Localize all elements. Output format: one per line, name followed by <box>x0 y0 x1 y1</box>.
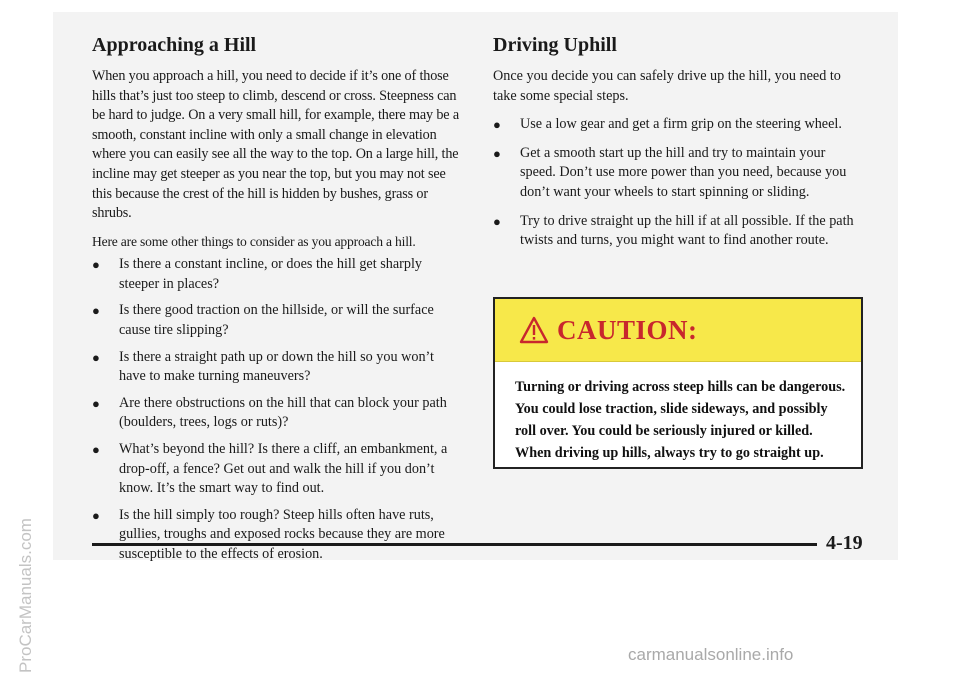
list-item <box>92 301 464 340</box>
list-item-text: Is there a constant incline, or does the hill get sharply steeper in places? <box>119 256 422 292</box>
left-bullet-list <box>92 255 464 564</box>
left-lead-sentence: Here are some other things to consider as you approach a hill. <box>92 233 416 249</box>
bullet-icon: ● <box>493 117 501 133</box>
list-item <box>493 115 863 135</box>
left-column <box>92 34 464 571</box>
side-watermark: ProCarManuals.com <box>16 518 35 673</box>
list-item-text: Is there good traction on the hillside, or will the surface cause tire slipping? <box>119 302 434 338</box>
list-item-text: Use a low gear and get a firm grip on the steering wheel. <box>520 116 842 133</box>
caution-box <box>493 297 863 469</box>
list-item-text: Is there a straight path up or down the hill so you won’t have to make turning maneuvers? <box>119 348 434 385</box>
bullet-icon: ● <box>92 507 100 523</box>
section-heading-approaching-hill: Approaching a Hill <box>92 34 257 56</box>
bullet-icon: ● <box>493 145 501 161</box>
bullet-icon: ● <box>92 441 100 457</box>
list-item <box>92 506 464 565</box>
bottom-watermark: carmanualsonline.info <box>628 645 794 664</box>
footer-rule <box>92 543 817 546</box>
right-intro-paragraph: Once you decide you can safely drive up the hill, you need to take some special steps. <box>493 68 841 104</box>
list-item <box>92 255 464 294</box>
list-item-text: Are there obstructions on the hill that can block your path (boulders, trees, logs or ruts)? <box>119 394 447 431</box>
bullet-icon: ● <box>92 257 100 273</box>
bullet-icon: ● <box>493 213 501 229</box>
bullet-icon: ● <box>92 395 100 411</box>
bullet-icon: ● <box>92 303 100 319</box>
list-item-text: Get a smooth start up the hill and try to maintain your speed. Don’t use more power than you need, because you don’t want your wheels to start spinning or sliding. <box>520 144 847 200</box>
right-column <box>493 34 863 260</box>
caution-header <box>495 299 861 362</box>
list-item-text: Try to drive straight up the hill if at all possible. If the path twists and turns, you might want to find another route. <box>520 212 854 249</box>
left-intro-paragraph: When you approach a hill, you need to decide if it’s one of those hills that’s just too steep to climb, descend or cross. Steepness can be hard to judge. On a very small hill, for example, there may be a smooth, constant incline with only a small change in elevation where you can easily see all the way to the top. On a large hill, the incline may get steeper as you near the top, but you may not see this because the crest of the hill is hidden by bushes, grass or shrubs. <box>92 68 459 222</box>
list-item-text: What’s beyond the hill? Is there a cliff, an embankment, a drop-off, a fence? Get out and walk the hill if you don’t know. It’s the smart way to find out. <box>119 440 448 497</box>
list-item <box>493 144 863 203</box>
warning-triangle-icon <box>519 316 549 344</box>
page-number: 4-19 <box>826 532 863 554</box>
caution-title: CAUTION: <box>557 314 698 345</box>
caution-text: Turning or driving across steep hills can be dangerous. You could lose traction, slide sideways, and possibly roll over. You could be seriously injured or killed. When driving up hills, always try to go straight up. <box>515 379 846 461</box>
list-item <box>92 440 464 499</box>
bullet-icon: ● <box>92 349 100 365</box>
list-item <box>92 394 464 433</box>
section-heading-driving-uphill: Driving Uphill <box>493 34 617 56</box>
list-item-text: Is the hill simply too rough? Steep hills often have ruts, gullies, troughs and exposed rocks because they are more susceptible to the effects of erosion. <box>119 506 445 562</box>
list-item <box>92 348 464 387</box>
right-bullet-list <box>493 115 863 251</box>
list-item <box>493 212 863 251</box>
